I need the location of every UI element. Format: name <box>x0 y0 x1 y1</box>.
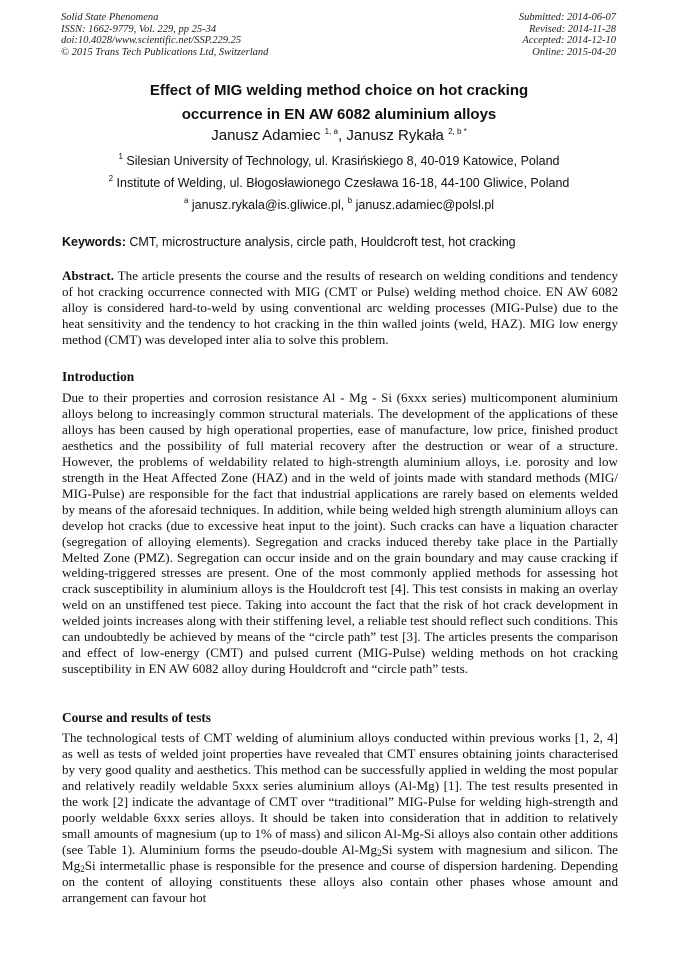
publication-dates <box>519 12 616 58</box>
introduction-paragraph: Due to their properties and corrosion resistance Al - Mg - Si (6xxx series) multicomponent aluminium alloys belong to increasingly common structural materials. The development of the applications of these alloys has been caused by high operational properties, ease of manufacture, low price, finished product aesthetics and the possibility of full material recovery after the destruction or wear of a structure. However, the problems of weldability related to high-strength aluminium alloys, i.e. porosity and low strength in the Heat Affected Zone (HAZ) and in the weld of joints made with standard methods (MIG/ MIG-Pulse) are responsible for the fact that industrial applications are rarely based on elements welded by means of the aforesaid techniques. In addition, while being welded high strength aluminium alloys can develop hot cracks (due to excessive heat input to the joint). Such cracks can have a liquation character (segregation of alloying elements). Segregation and cracks induced thereby take place in the Partially Melted Zone (PMZ). Segregation can occur inside and on the grain boundary and may cause cracking if welding-triggered stresses are present. One of the most commonly applied methods for assessing hot crack susceptibility in aluminium alloys is the Houldcroft test [4]. This test consists in making an overlay weld on an unstiffened test piece. Taking into account the fact that the risk of hot crack development in welded joints increases along with their stiffening level, a reliable test should reflect such conditions. This can undoubtedly be achieved by means of the “circle path” test [3]. The articles presents the comparison and effect of low-energy (CMT) and pulsed current (MIG-Pulse) welding methods on hot cracking susceptibility in EN AW 6082 alloy during Houldcroft and “circle path” tests. <box>62 390 618 677</box>
affiliation-2-mark: 2 <box>108 174 114 183</box>
issn-line: ISSN: 1662-9779, Vol. 229, pp 25-34 <box>61 23 217 35</box>
author-list <box>60 126 618 146</box>
course-text-a: The technological tests of CMT welding of aluminium alloys conducted within previous works [1, 2, 4] as well as tests of welded joint properties have revealed that CMT ensures obtaining joints characterised by very good quality and aesthetics. This method can be successfully applied in welding the most popular and relatively readily weldable 5xxx series aluminium alloys (Al-Mg) [1]. The test results presented in the work [2] indicate the advantage of CMT over “traditional” MIG-Pulse for welding high-strength and poorly weldable 6xxx series alloys. It should be taken into consideration that in addition to relatively small amounts of magnesium (up to 1% of mass) and silicon Al-Mg-Si alloys also contain other additions (see Table 1). Aluminium forms the pseudo-double Al-Mg <box>62 730 618 857</box>
affiliation-1-text: Silesian University of Technology, ul. Krasińskiego 8, 40-019 Katowice, Poland <box>122 154 560 168</box>
author-separator: , <box>338 127 347 144</box>
keywords <box>62 234 618 250</box>
author-emails <box>60 197 618 213</box>
journal-name: Solid State Phenomena <box>61 12 159 23</box>
accepted-date: Accepted: 2014-12-10 <box>522 35 616 47</box>
doi-line: doi:10.4028/www.scientific.net/SSP.229.25 <box>61 35 242 47</box>
course-text-b: Si system with magnesium and silicon. The Mg <box>62 841 618 873</box>
submitted-date: Submitted: 2014-06-07 <box>518 12 616 23</box>
email-a-mark: a <box>183 196 189 205</box>
abstract-text: The article presents the course and the results of research on welding conditions and tendency of hot cracking occurrence connected with MIG (CMT or Pulse) welding method choice. EN AW 6082 alloy is considered hard-to-weld by using conventional arc welding processes (MIG-Pulse) due to the heat sensitivity and the tendency to hot cracking in the thin walled joints (weld, HAZ). MIG low energy method (CMT) was developed inter alia to solve this problem. <box>62 268 618 347</box>
paper-title <box>60 79 618 127</box>
affiliation-2 <box>60 175 618 191</box>
course-text-c: Si intermetallic phase is responsible for the presence and course of dispersion hardening. Depending on the content of alloying constituents these alloys also contain other phases whose amount and arrangement can favour hot <box>62 857 618 905</box>
keywords-label: Keywords: <box>62 235 126 249</box>
title-line-2: occurrence in EN AW 6082 aluminium alloys <box>181 106 497 123</box>
abstract <box>62 268 618 348</box>
introduction-heading: Introduction <box>62 369 135 384</box>
revised-date: Revised: 2014-11-28 <box>529 23 616 35</box>
affiliation-1 <box>60 153 618 169</box>
email-a: janusz.rykala@is.gliwice.pl, <box>188 198 348 212</box>
author-1: Janusz Adamiec <box>211 127 321 144</box>
author-2: Janusz Rykała <box>346 127 444 144</box>
subscript-1: 2 <box>377 847 382 858</box>
course-heading: Course and results of tests <box>62 710 211 725</box>
copyright-line: © 2015 Trans Tech Publications Ltd, Switzerland <box>61 46 269 58</box>
affiliation-2-text: Institute of Welding, ul. Błogosławionego Czesława 16-18, 44-100 Gliwice, Poland <box>113 176 570 190</box>
title-line-1: Effect of MIG welding method choice on hot cracking <box>149 82 529 99</box>
abstract-label: Abstract. <box>62 268 114 283</box>
subscript-2: 2 <box>80 863 85 874</box>
course-paragraph <box>62 730 618 905</box>
online-date: Online: 2015-04-20 <box>532 46 616 58</box>
author-1-affiliation: 1, a <box>324 127 338 136</box>
keywords-text: CMT, microstructure analysis, circle path, Houldcroft test, hot cracking <box>125 235 516 249</box>
affiliation-1-mark: 1 <box>118 152 123 161</box>
author-2-affiliation: 2, b * <box>448 127 467 136</box>
journal-info <box>61 12 268 58</box>
email-b-mark: b <box>347 196 353 205</box>
email-b: janusz.adamiec@polsl.pl <box>352 198 495 212</box>
